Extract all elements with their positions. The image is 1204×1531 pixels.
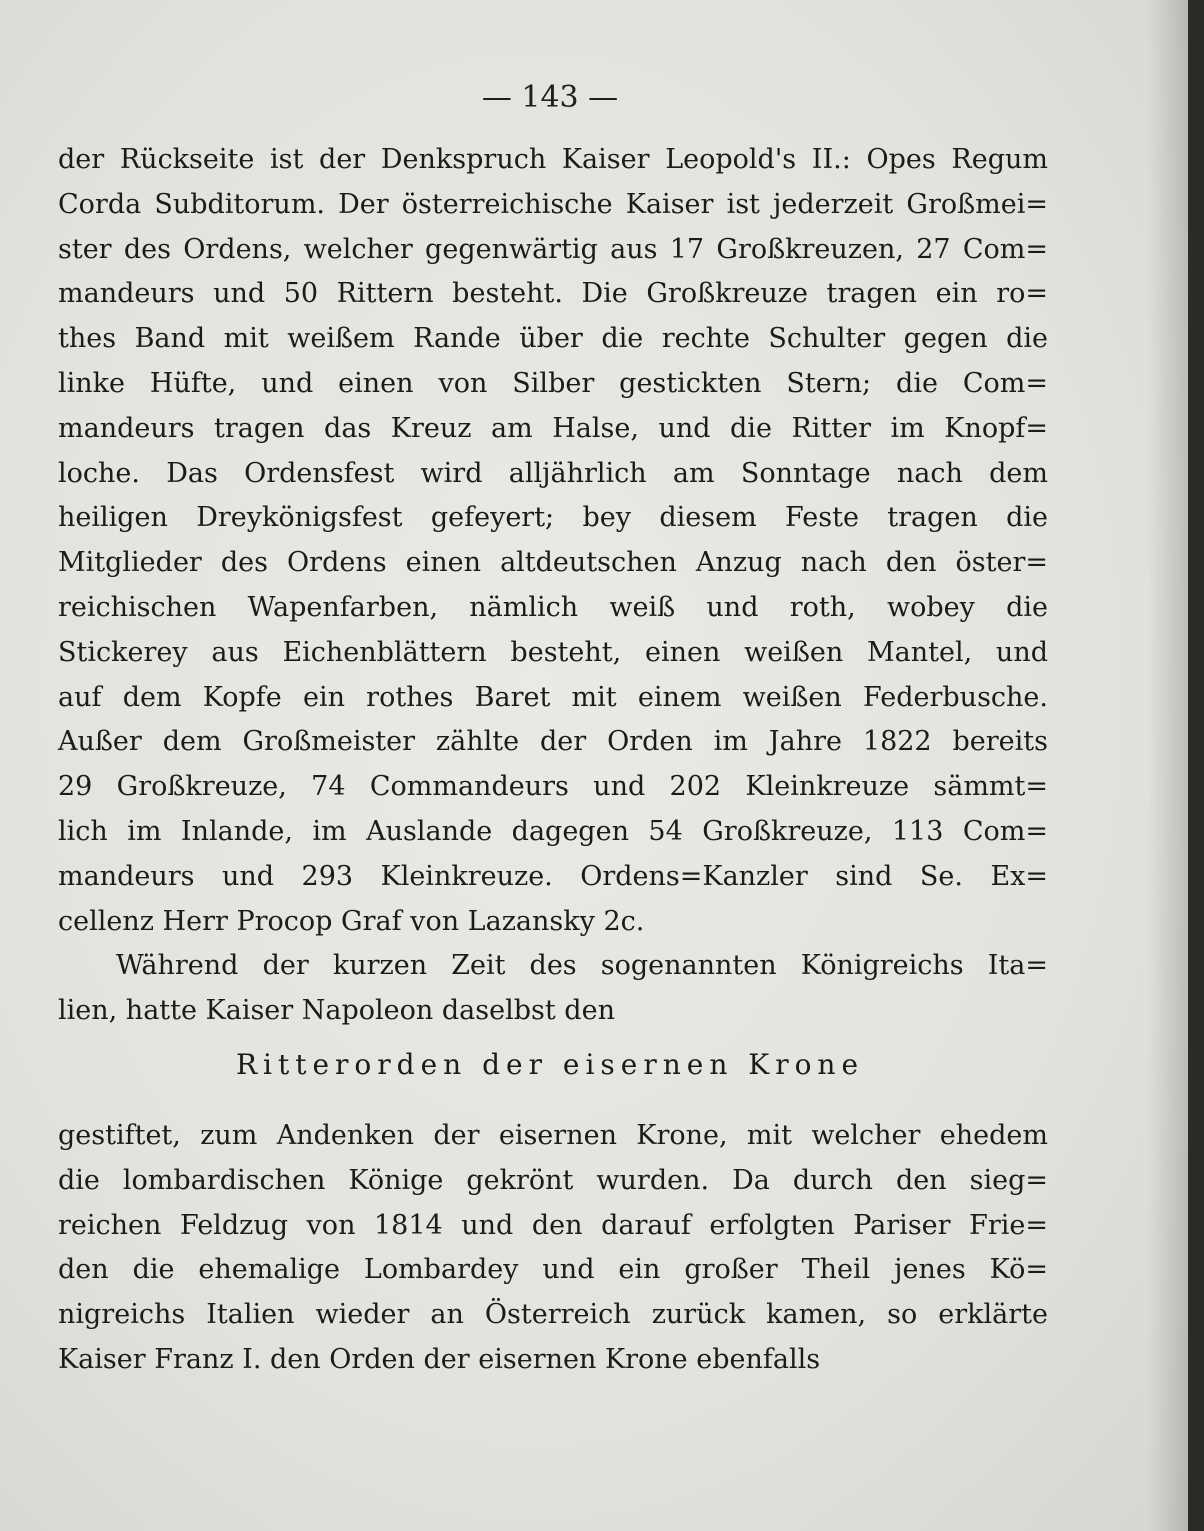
text-line: ster des Ordens, welcher gegenwärtig aus 17 Großkreuzen, 27 Com= [58, 233, 1048, 265]
text-line: nigreichs Italien wieder an Österreich zurück kamen, so erklärte [58, 1299, 1048, 1331]
text-line: mandeurs und 50 Rittern besteht. Die Großkreuze tragen ein ro= [58, 278, 1048, 310]
paragraph-2 [58, 944, 1048, 1034]
text-line: Stickerey aus Eichenblättern besteht, einen weißen Mantel, und [58, 636, 1048, 668]
text-line: cellenz Herr Procop Graf von Lazansky 2c. [58, 905, 645, 937]
text-line: heiligen Dreykönigsfest gefeyert; bey diesem Feste tragen die [58, 502, 1048, 534]
text-line: auf dem Kopfe ein rothes Baret mit einem weißen Federbusche. [58, 681, 1048, 713]
text-line: reichen Feldzug von 1814 und den darauf erfolgten Pariser Frie= [58, 1209, 1048, 1241]
text-line: den die ehemalige Lombardey und ein großer Theil jenes Kö= [58, 1254, 1048, 1286]
text-line: mandeurs und 293 Kleinkreuze. Ordens=Kanzler sind Se. Ex= [58, 860, 1048, 892]
paragraph-1 [58, 138, 1048, 944]
text-line: die lombardischen Könige gekrönt wurden. Da durch den sieg= [58, 1164, 1048, 1196]
text-line: reichischen Wapenfarben, nämlich weiß und roth, wobey die [58, 591, 1048, 623]
text-line: mandeurs tragen das Kreuz am Halse, und die Ritter im Knopf= [58, 412, 1048, 444]
text-line: Außer dem Großmeister zählte der Orden im Jahre 1822 bereits [58, 726, 1048, 758]
section-heading: Ritterorden der eisernen Krone [235, 1048, 865, 1081]
text-line: Mitglieder des Ordens einen altdeutschen Anzug nach den öster= [58, 547, 1048, 579]
text-line: Während der kurzen Zeit des sogenannten Königreichs Ita= [116, 950, 1048, 981]
spine-shadow [1148, 0, 1188, 1531]
text-line: Corda Subditorum. Der österreichische Kaiser ist jederzeit Großmei= [58, 188, 1048, 220]
paragraph-3 [58, 1114, 1048, 1383]
text-line: Kaiser Franz I. den Orden der eisernen Krone ebenfalls [58, 1343, 821, 1375]
text-line: linke Hüfte, und einen von Silber gestickten Stern; die Com= [58, 367, 1048, 399]
text-line: thes Band mit weißem Rande über die rechte Schulter gegen die [58, 323, 1048, 355]
text-line: loche. Das Ordensfest wird alljährlich am Sonntage nach dem [58, 457, 1048, 489]
text-line: lien, hatte Kaiser Napoleon daselbst den [58, 994, 615, 1026]
text-line: der Rückseite ist der Denkspruch Kaiser Leopold's II.: Opes Regum [58, 144, 1048, 175]
text-line: 29 Großkreuze, 74 Commandeurs und 202 Kleinkreuze sämmt= [58, 771, 1048, 803]
page-header: — 143 — [481, 80, 619, 115]
text-line: gestiftet, zum Andenken der eisernen Krone, mit welcher ehedem [58, 1120, 1048, 1151]
text-line: lich im Inlande, im Auslande dagegen 54 Großkreuze, 113 Com= [58, 815, 1048, 847]
